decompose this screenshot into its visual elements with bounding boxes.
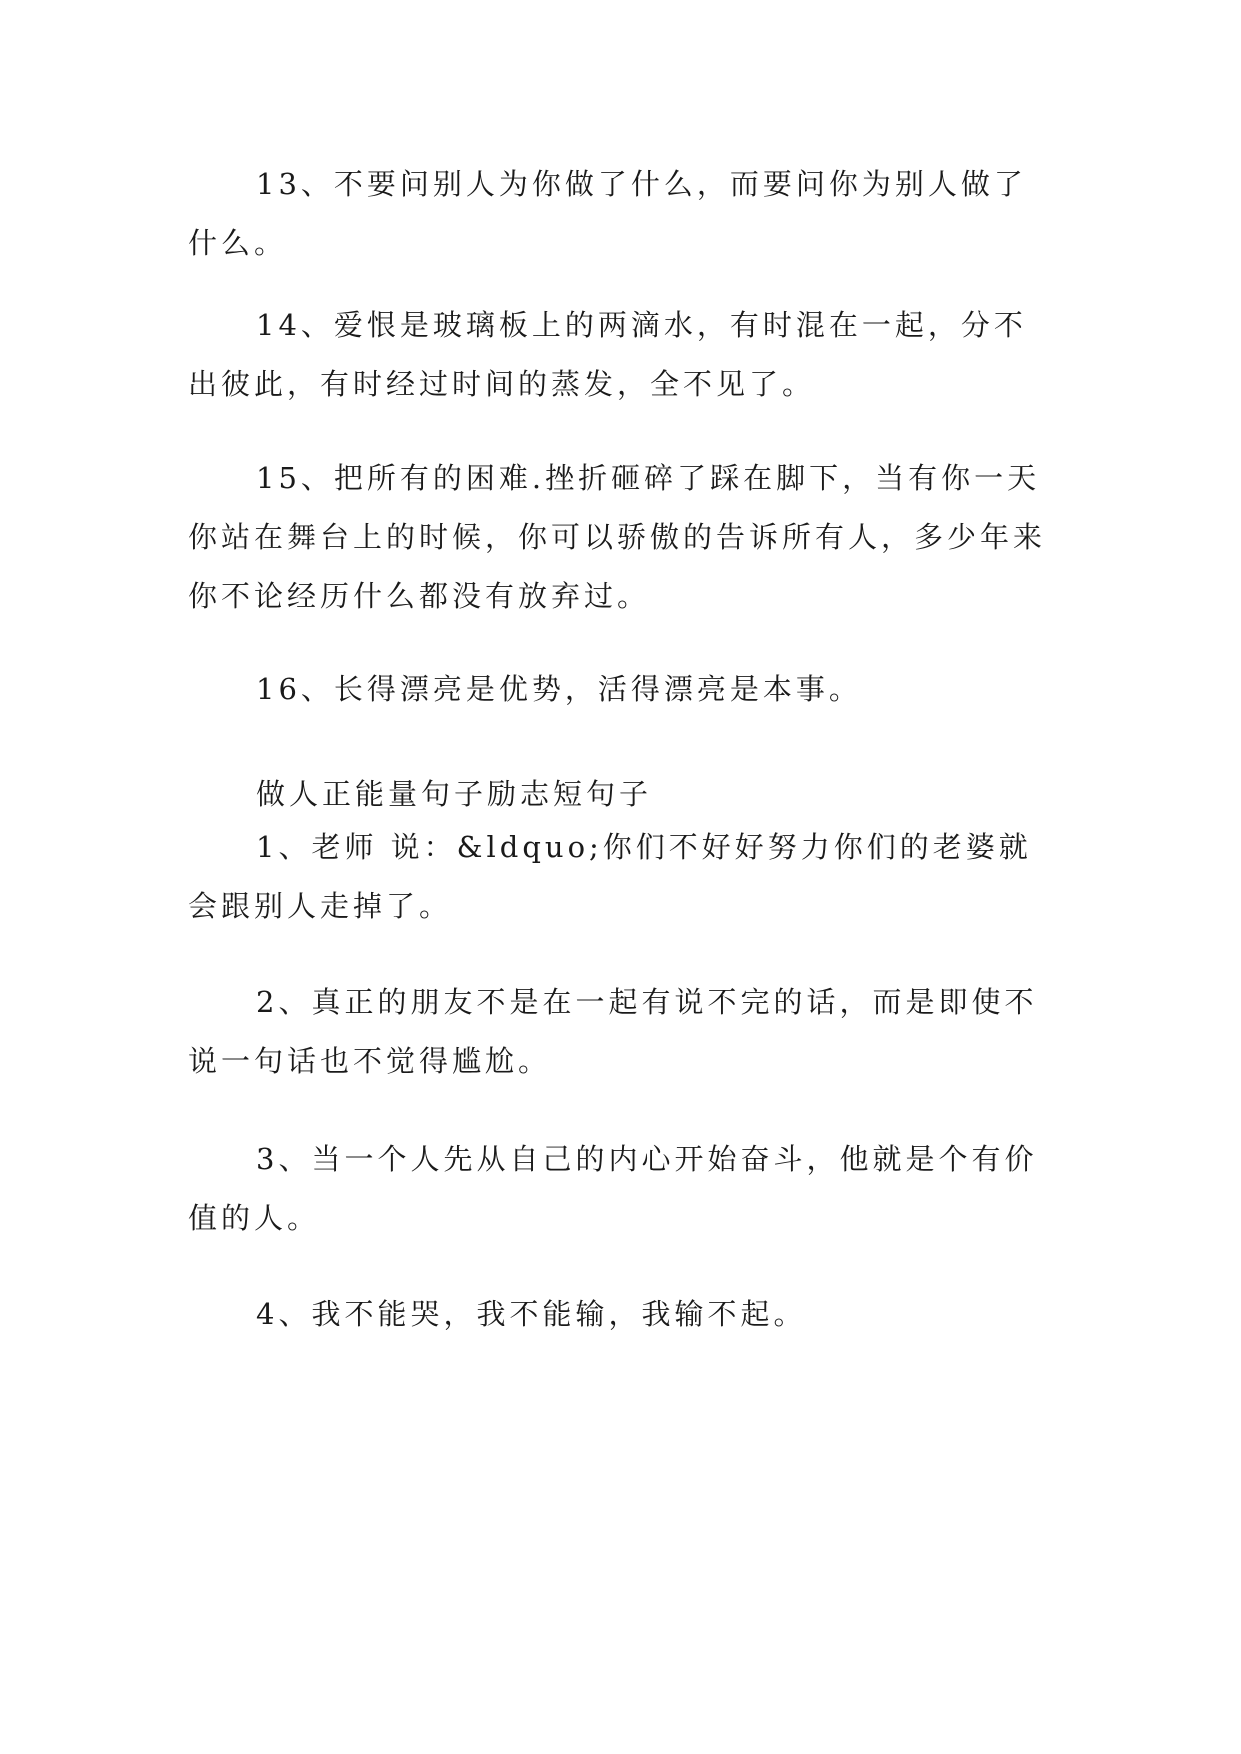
- paragraph-14: 14、爱恨是玻璃板上的两滴水，有时混在一起，分不出彼此，有时经过时间的蒸发，全不见了。: [188, 308, 1027, 401]
- section-item-3: 3、当一个人先从自己的内心开始奋斗，他就是个有价值的人。: [188, 1142, 1038, 1235]
- section-item-1: 1、老师 说：&ldquo;你们不好好努力你们的老婆就会跟别人走掉了。: [188, 830, 1032, 923]
- paragraph-16: 16、长得漂亮是优势，活得漂亮是本事。: [256, 672, 862, 706]
- section-item-2: 2、真正的朋友不是在一起有说不完的话，而是即使不说一句话也不觉得尴尬。: [188, 985, 1038, 1078]
- paragraph-13: 13、不要问别人为你做了什么，而要问你为别人做了什么。: [188, 167, 1027, 260]
- section-title: 做人正能量句子励志短句子: [256, 777, 653, 811]
- section-item-4: 4、我不能哭，我不能输，我输不起。: [256, 1297, 807, 1331]
- paragraph-15: 15、把所有的困难.挫折砸碎了踩在脚下，当有你一天你站在舞台上的时候，你可以骄傲的告诉所有人，多少年来你不论经历什么都没有放弃过。: [188, 461, 1047, 613]
